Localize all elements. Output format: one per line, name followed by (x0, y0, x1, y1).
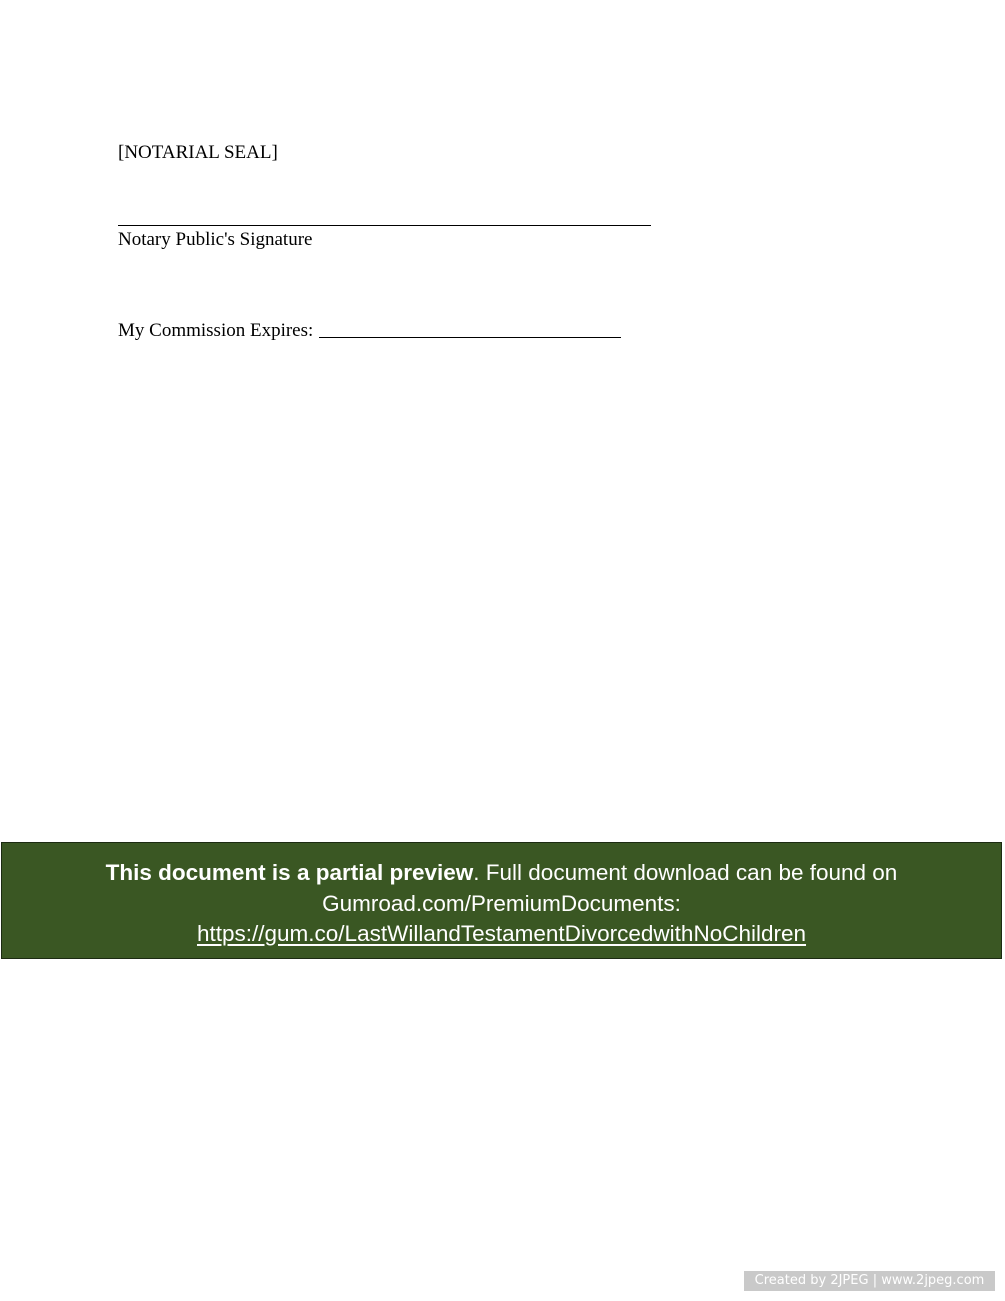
preview-bold-notice: This document is a partial preview (105, 860, 474, 885)
download-link[interactable]: https://gum.co/LastWillandTestamentDivorcedwithNoChildren (196, 921, 807, 946)
watermark-label: Created by 2JPEG | www.2jpeg.com (744, 1271, 995, 1291)
commission-expires-row (118, 317, 621, 342)
signature-line (118, 225, 651, 226)
notary-signature-caption: Notary Public's Signature (118, 229, 313, 250)
commission-expires-label: My Commission Expires: (118, 320, 314, 341)
commission-expires-blank (319, 319, 621, 338)
notarial-seal-label: [NOTARIAL SEAL] (118, 142, 278, 163)
preview-link-line (2, 919, 1001, 950)
partial-preview-banner (1, 842, 1002, 959)
preview-notice-text: . Full document download can be found on (473, 860, 898, 885)
preview-line-one (2, 858, 1001, 889)
preview-store-line: Gumroad.com/PremiumDocuments: (322, 890, 681, 916)
